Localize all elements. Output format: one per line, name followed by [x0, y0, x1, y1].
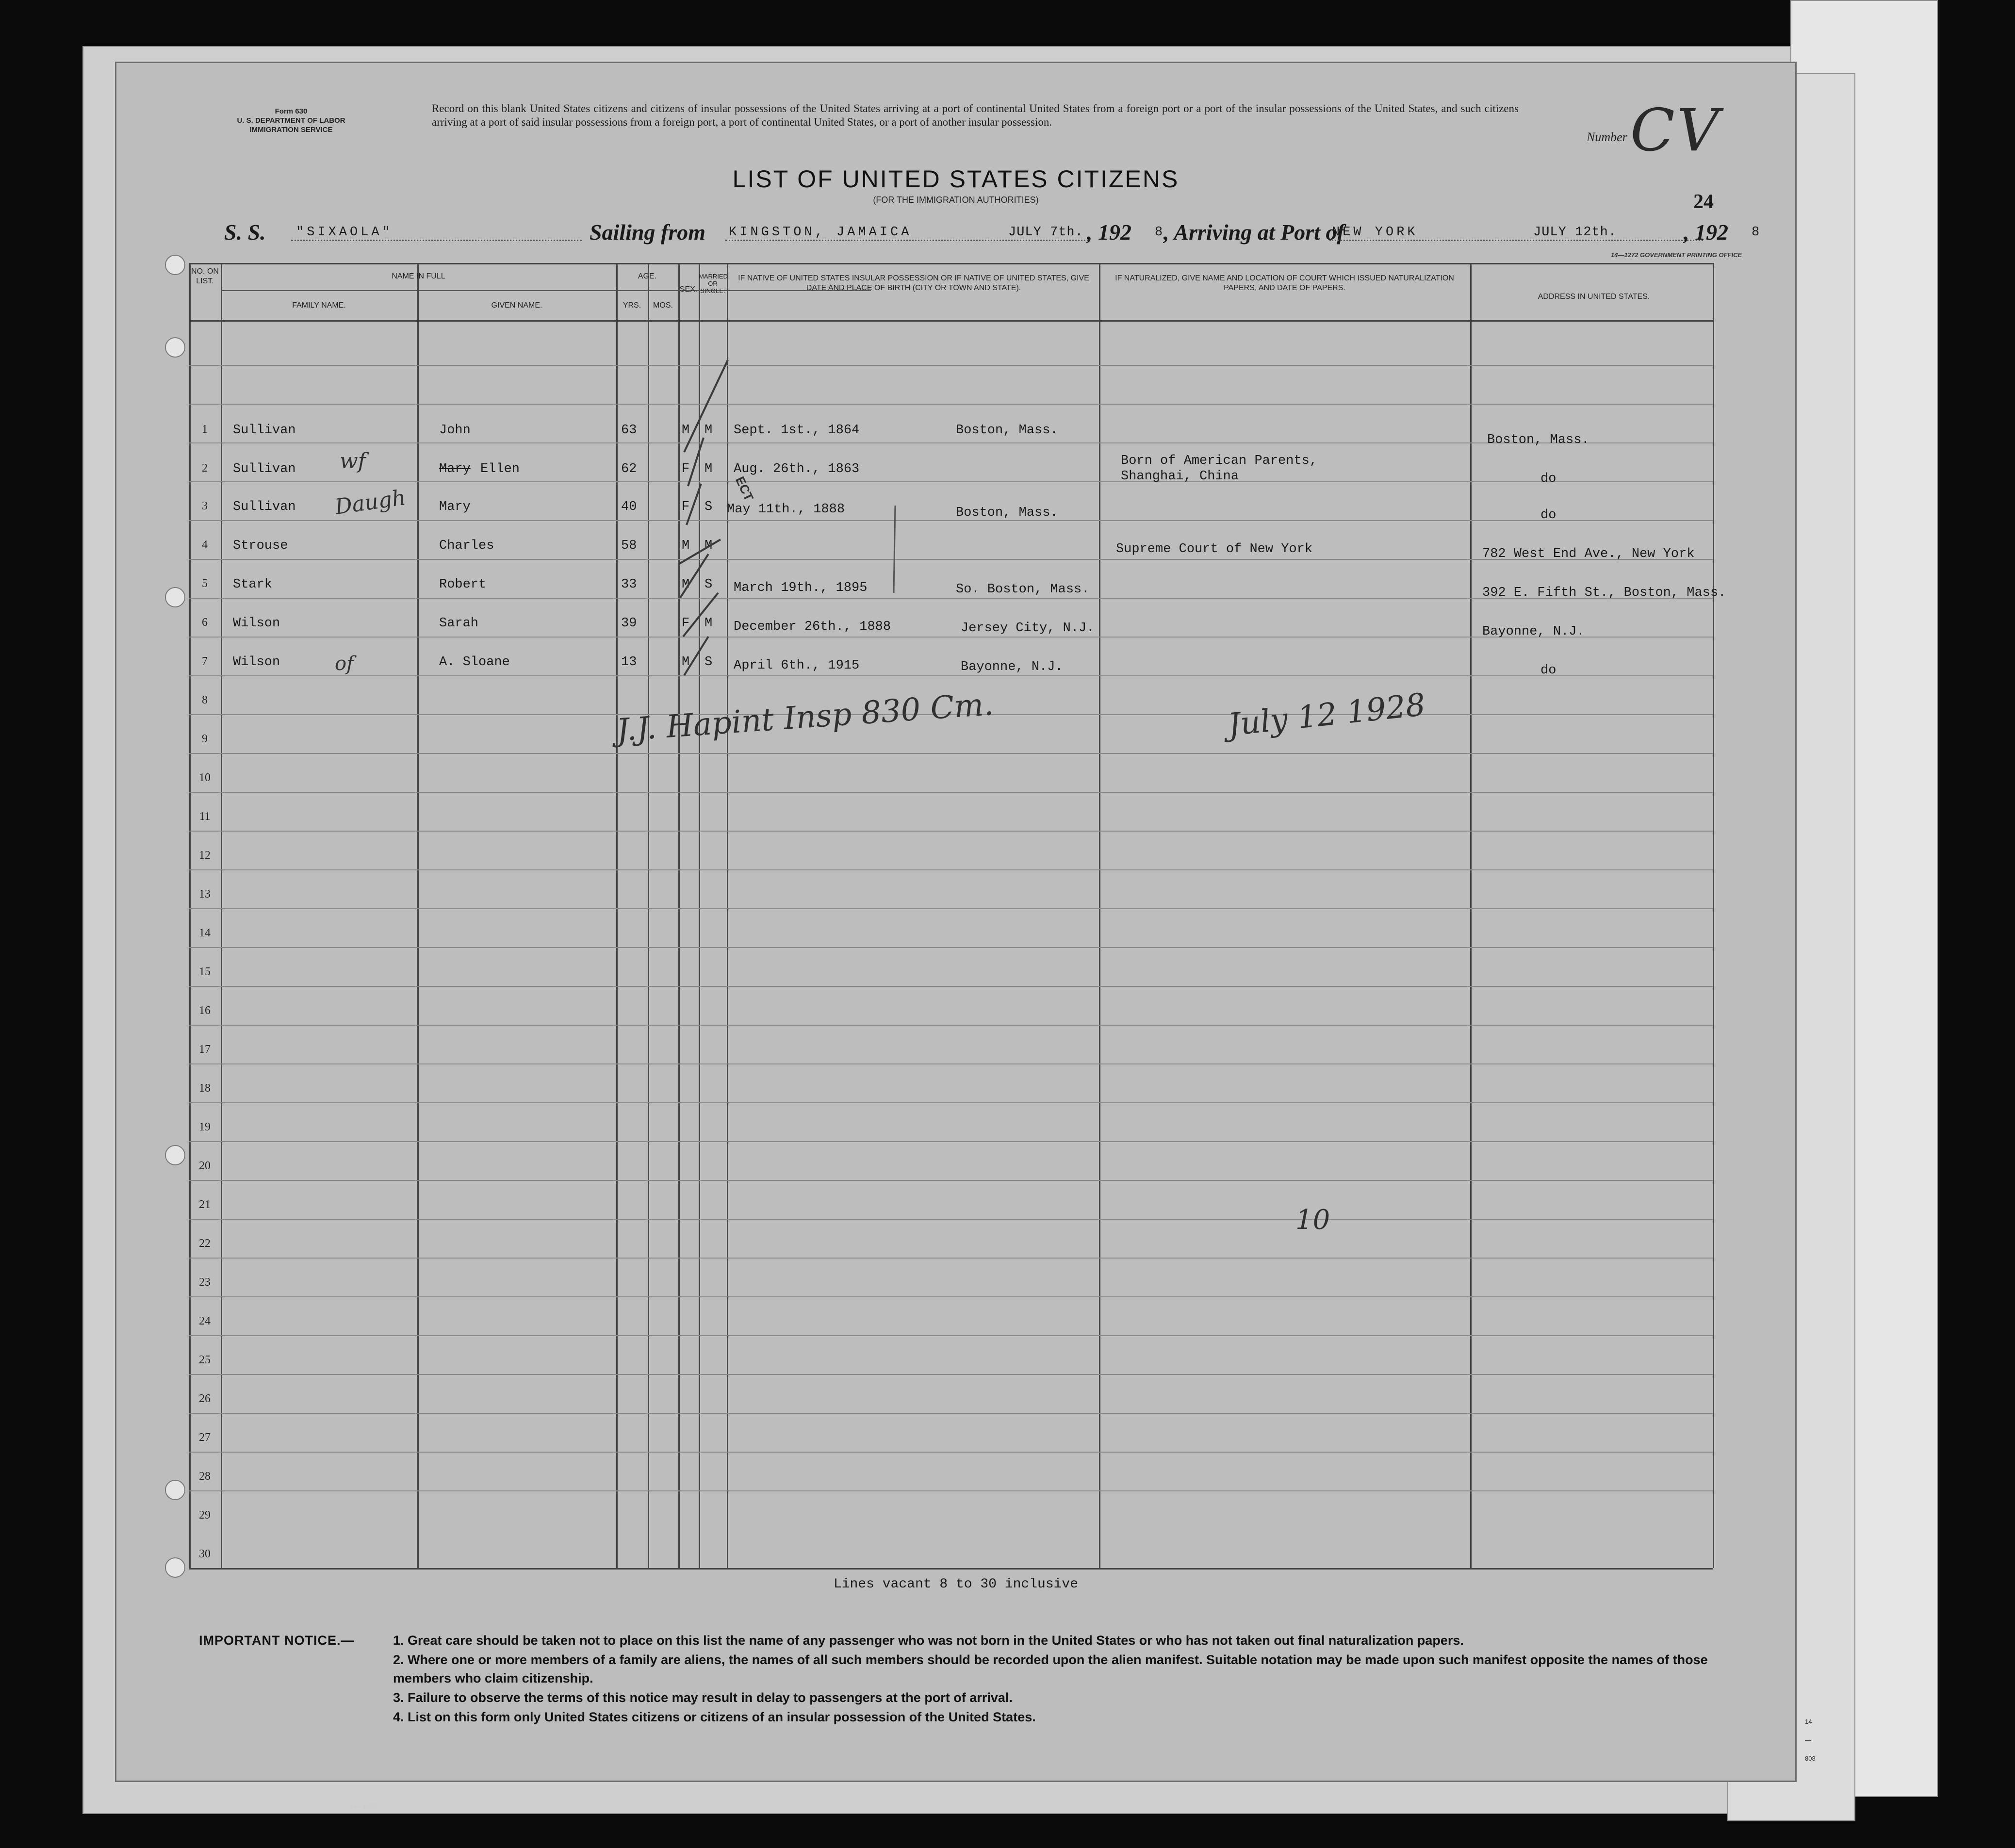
column-rule: [648, 263, 649, 1568]
row-rule: [189, 1063, 1713, 1064]
family-name: Stark: [233, 577, 273, 592]
row-rule: [189, 365, 1713, 366]
column-rule: [1713, 263, 1714, 1568]
col-mos: MOS.: [653, 301, 673, 310]
address: Bayonne, N.J.: [1482, 624, 1585, 639]
row-rule: [189, 792, 1713, 793]
family-name: Sullivan: [233, 423, 296, 438]
vacant-lines-note: Lines vacant 8 to 30 inclusive: [833, 1577, 1079, 1592]
marital-status: M: [704, 539, 713, 553]
column-rule: [417, 263, 419, 1568]
address: do: [1540, 472, 1556, 486]
col-age: AGE.: [638, 272, 657, 280]
column-rule: [1099, 263, 1100, 1568]
birth-place: Boston, Mass.: [956, 506, 1058, 520]
row-number: 29: [199, 1509, 211, 1521]
age-years: 33: [621, 577, 637, 592]
number-handwritten: CV: [1630, 97, 1721, 164]
row-number: 30: [199, 1548, 211, 1560]
row-number: 28: [199, 1470, 211, 1483]
manifest-page: [116, 63, 1816, 1781]
row-rule: [189, 1296, 1713, 1297]
gpo-note: 14—1272 GOVERNMENT PRINTING OFFICE: [1611, 251, 1742, 259]
row-number: 26: [199, 1392, 211, 1405]
row-rule: [189, 404, 1713, 405]
passenger-table: [189, 263, 1726, 1568]
row-rule: [189, 908, 1713, 909]
col-family-name: FAMILY NAME.: [292, 301, 346, 310]
family-name: Wilson: [233, 616, 280, 631]
punch-hole: [165, 1145, 185, 1165]
row-number: 14: [199, 927, 211, 939]
arrival-port: NEW YORK: [1332, 225, 1418, 240]
inspector-signature: J.J. Hapint Insp 830 Cm.: [615, 686, 995, 749]
row-rule: [189, 986, 1713, 987]
year-label-2: , 192: [1684, 220, 1728, 245]
row-number: 7: [202, 655, 208, 668]
row-rule: [189, 481, 1713, 482]
column-rule: [189, 263, 191, 1568]
dotted-line: [725, 240, 1088, 241]
marital-status: S: [704, 500, 713, 514]
notice-item-1: 1. Great care should be taken not to place on this list the name of any passenger who was not born in the United States or who has not taken out final naturalization papers.: [393, 1633, 1464, 1648]
marital-status: M: [704, 616, 713, 631]
row-number: 4: [202, 539, 208, 551]
sex: M: [682, 539, 690, 553]
marital-status: M: [704, 462, 713, 476]
row-number: 27: [199, 1431, 211, 1444]
age-years: 58: [621, 539, 637, 553]
arriving-label: , Arriving at Port of: [1163, 220, 1344, 245]
row-rule: [189, 675, 1713, 676]
form-header: [204, 107, 378, 134]
naturalized-info: Supreme Court of New York: [1116, 542, 1313, 556]
sex: F: [682, 462, 690, 476]
col-naturalized: IF NATURALIZED, GIVE NAME AND LOCATION OF COURT WHICH ISSUED NATURALIZATION PAPERS, AND DATE OF PAPERS.: [1115, 274, 1454, 292]
year-digit-2: 8: [1752, 225, 1763, 240]
naturalized-info: Born of American Parents,: [1121, 454, 1318, 468]
row-number: 17: [199, 1043, 211, 1056]
row-number: 3: [202, 500, 208, 512]
given-name: Sarah: [439, 616, 479, 631]
row-number: 8: [202, 694, 208, 706]
family-name: Strouse: [233, 539, 288, 553]
family-name: Sullivan: [233, 462, 296, 476]
col-sex: SEX.: [679, 285, 698, 294]
row-number: 13: [199, 888, 211, 900]
row-rule: [189, 869, 1713, 870]
sex: M: [682, 577, 690, 592]
margin-note-daughter: Daugh: [333, 485, 408, 520]
row-number: 25: [199, 1354, 211, 1366]
header-rule: [189, 320, 1713, 322]
instructions-text: Record on this blank United States citizens and citizens of insular possessions of the United States arriving at a port of continental United States from a foreign port or a port of the insular possessions of the United States, and such citizens arriving at a port of said insular possessions from a foreign port, a port of continental United States, or a port of another insular possession.: [432, 102, 1519, 128]
row-rule: [189, 442, 1713, 443]
sailing-from-label: Sailing from: [590, 220, 706, 245]
given-name: Ellen: [480, 462, 520, 476]
row-rule: [189, 1180, 1713, 1181]
sheet-number: 24: [1693, 191, 1714, 213]
col-yrs: YRS.: [623, 301, 641, 310]
marital-status: M: [704, 423, 713, 438]
service: IMMIGRATION SERVICE: [249, 126, 333, 134]
year-label-1: , 192: [1087, 220, 1131, 245]
handwritten-date: July 12 1928: [1226, 687, 1427, 744]
col-married-single: MARRIED OR SINGLE.: [699, 273, 728, 294]
birth-place: Bayonne, N.J.: [961, 660, 1063, 674]
birth-date: May 11th., 1888: [727, 502, 845, 517]
col-name-in-full: NAME IN FULL: [392, 272, 445, 280]
punch-hole: [165, 337, 185, 358]
number-label: Number: [1587, 130, 1627, 144]
row-number: 16: [199, 1004, 211, 1017]
col-native-birth: IF NATIVE OF UNITED STATES INSULAR POSSESSION OR IF NATIVE OF UNITED STATES, GIVE DATE AND PLACE OF BIRTH (CITY OR TOWN AND STATE).: [738, 274, 1089, 292]
col-address: ADDRESS IN UNITED STATES.: [1538, 293, 1650, 301]
print-code: 14—808: [1805, 1718, 1816, 1762]
address: do: [1540, 508, 1556, 523]
row-number: 9: [202, 733, 208, 745]
ship-name: "SIXAOLA": [296, 225, 393, 240]
row-number: 22: [199, 1237, 211, 1250]
birth-date: March 19th., 1895: [734, 581, 868, 595]
sex: F: [682, 616, 690, 631]
handwritten-count: 10: [1295, 1204, 1330, 1236]
row-number: 10: [199, 771, 211, 784]
birth-place: So. Boston, Mass.: [956, 582, 1090, 597]
row-number: 20: [199, 1160, 211, 1172]
row-number: 23: [199, 1276, 211, 1289]
page-title: LIST OF UNITED STATES CITIZENS: [732, 165, 1180, 193]
birth-date: Aug. 26th., 1863: [734, 462, 860, 476]
birth-date: Sept. 1st., 1864: [734, 423, 860, 438]
col-given-name: GIVEN NAME.: [491, 301, 542, 310]
tally-strokes: [674, 341, 742, 768]
address: 392 E. Fifth St., Boston, Mass.: [1482, 586, 1726, 600]
dotted-line: [291, 240, 582, 241]
row-number: 19: [199, 1121, 211, 1133]
age-years: 13: [621, 655, 637, 670]
given-name-struck: Mary: [439, 462, 471, 476]
row-rule: [189, 1374, 1713, 1375]
from-date: JULY 7th.: [1008, 225, 1083, 240]
given-name: Mary: [439, 500, 471, 514]
column-rule: [616, 263, 618, 1568]
col-no: NO. ON LIST.: [191, 267, 219, 285]
marital-status: S: [704, 577, 713, 592]
address: Boston, Mass.: [1487, 433, 1589, 447]
notice-item-3: 3. Failure to observe the terms of this notice may result in delay to passengers at the port of arrival.: [393, 1690, 1013, 1705]
form-number: Form 630: [275, 107, 308, 115]
notice-item-2: 2. Where one or more members of a family are aliens, the names of all such members should be recorded upon the alien manifest. Suitable notation may be made upon such manifest opposite the names of those members who claim citizenship.: [393, 1652, 1708, 1685]
given-name: Charles: [439, 539, 494, 553]
row-rule: [189, 1141, 1713, 1142]
row-rule: [189, 947, 1713, 948]
stamp-mark: ECT: [732, 474, 757, 504]
sex: M: [682, 423, 690, 438]
row-number: 21: [199, 1198, 211, 1211]
row-rule: [189, 1219, 1713, 1220]
address: 782 West End Ave., New York: [1482, 547, 1695, 561]
margin-note-of: of: [335, 653, 354, 675]
family-name: Wilson: [233, 655, 280, 670]
row-rule: [189, 1102, 1713, 1103]
birth-date: December 26th., 1888: [734, 620, 891, 634]
naturalized-info-2: Shanghai, China: [1121, 469, 1239, 484]
birth-place: Boston, Mass.: [956, 423, 1058, 438]
year-digit-1: 8: [1155, 225, 1166, 240]
row-number: 24: [199, 1315, 211, 1327]
age-years: 62: [621, 462, 637, 476]
age-years: 63: [621, 423, 637, 438]
notice-item-4: 4. List on this form only United States citizens or citizens of an insular possession of the United States.: [393, 1710, 1036, 1724]
row-rule: [189, 753, 1713, 754]
given-name: A. Sloane: [439, 655, 510, 670]
column-rule: [221, 263, 222, 1568]
margin-note-wife: wf: [340, 449, 366, 474]
row-number: 11: [199, 810, 211, 823]
dotted-line: [1329, 240, 1703, 241]
row-rule: [189, 1335, 1713, 1336]
department: U. S. DEPARTMENT OF LABOR: [237, 116, 345, 125]
given-name: John: [439, 423, 471, 438]
notice-heading: IMPORTANT NOTICE.—: [199, 1633, 355, 1648]
row-rule: [189, 1258, 1713, 1259]
address: do: [1540, 663, 1556, 678]
punch-hole: [165, 1480, 185, 1500]
sex: F: [682, 500, 690, 514]
punch-hole: [165, 255, 185, 275]
row-number: 5: [202, 577, 208, 590]
bottom-code: 14—1280: [349, 1802, 377, 1810]
given-name: Robert: [439, 577, 487, 592]
vertical-pencil-mark: [888, 506, 902, 724]
row-rule: [189, 520, 1713, 521]
row-rule: [189, 1490, 1713, 1491]
arrival-date: JULY 12th.: [1533, 225, 1617, 240]
row-rule: [189, 1452, 1713, 1453]
row-number: 18: [199, 1082, 211, 1095]
family-name: Sullivan: [233, 500, 296, 514]
row-number: 6: [202, 616, 208, 629]
row-number: 2: [202, 462, 208, 474]
table-bottom-rule: [189, 1568, 1713, 1570]
row-number: 15: [199, 965, 211, 978]
birth-date: April 6th., 1915: [734, 658, 860, 673]
row-rule: [189, 1413, 1713, 1414]
page-subtitle: (FOR THE IMMIGRATION AUTHORITIES): [873, 195, 1039, 205]
age-years: 39: [621, 616, 637, 631]
header-rule: [189, 263, 1713, 264]
from-port: KINGSTON, JAMAICA: [729, 225, 912, 240]
row-rule: [189, 1025, 1713, 1026]
sex: M: [682, 655, 690, 670]
column-rule: [1470, 263, 1472, 1568]
sailing-line: [116, 214, 1795, 259]
ss-label: S. S.: [224, 220, 266, 245]
marital-status: S: [704, 655, 713, 670]
row-number: 1: [202, 423, 208, 436]
birth-place: Jersey City, N.J.: [961, 621, 1095, 636]
row-number: 12: [199, 849, 211, 862]
punch-hole: [165, 1557, 185, 1578]
age-years: 40: [621, 500, 637, 514]
punch-hole: [165, 587, 185, 607]
row-rule: [189, 831, 1713, 832]
